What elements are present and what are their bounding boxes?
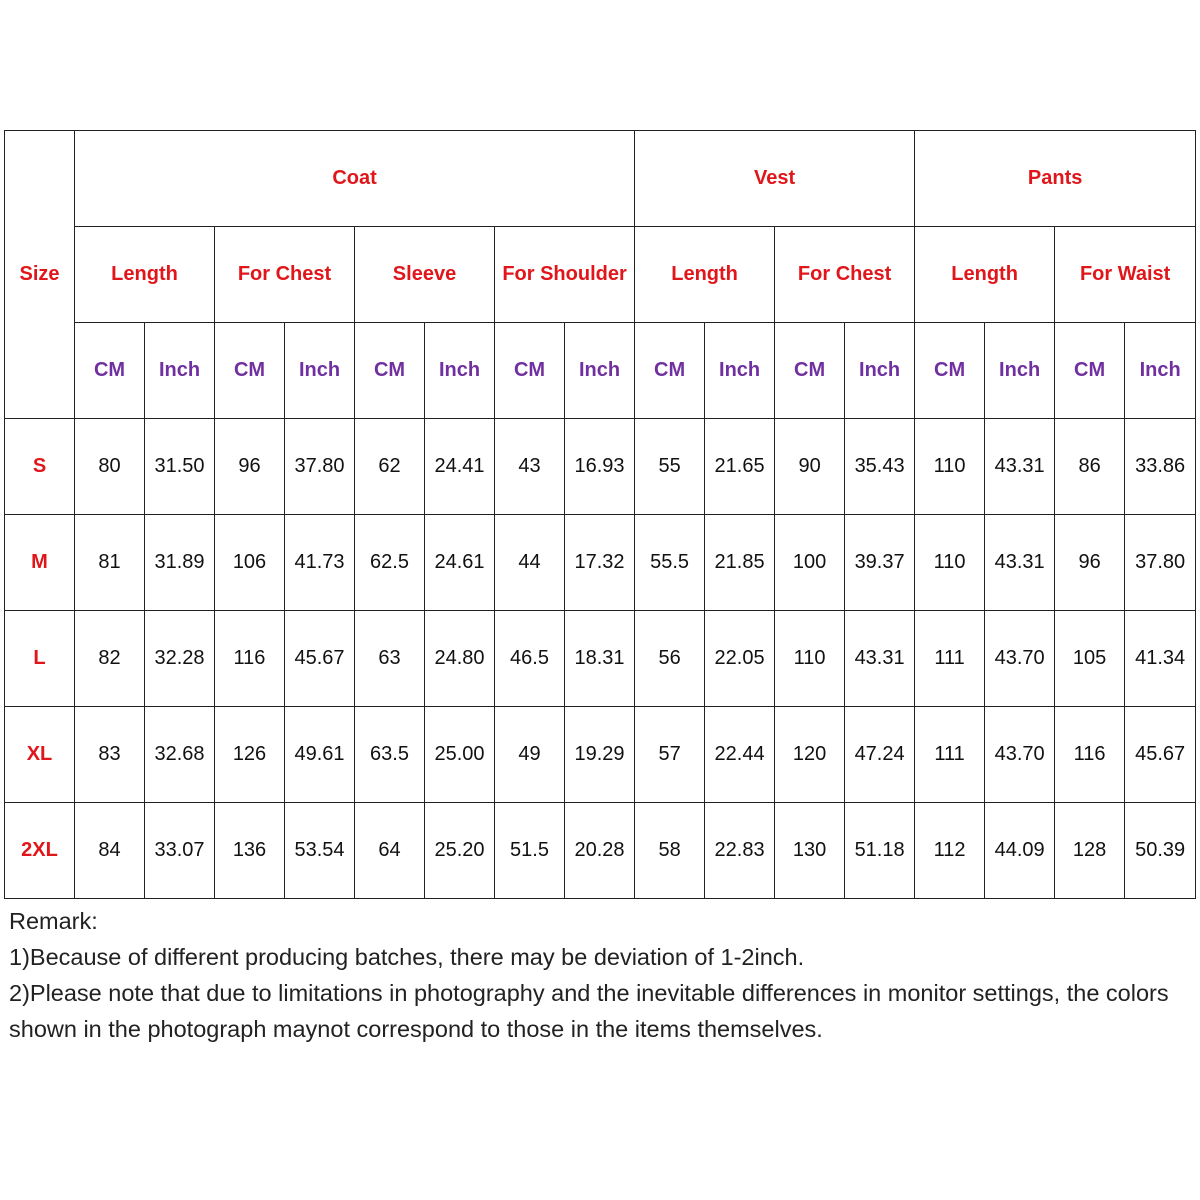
value-cell-inch: 43.70 xyxy=(985,707,1055,803)
value-cell-inch: 24.41 xyxy=(425,419,495,515)
table-row xyxy=(5,611,1196,707)
value-cell-inch: 43.31 xyxy=(845,611,915,707)
group-header-row xyxy=(5,131,1196,227)
value-cell-cm: 110 xyxy=(775,611,845,707)
table-row xyxy=(5,419,1196,515)
value-cell-inch: 51.18 xyxy=(845,803,915,899)
value-cell-inch: 20.28 xyxy=(565,803,635,899)
value-cell-inch: 39.37 xyxy=(845,515,915,611)
value-cell-inch: 45.67 xyxy=(1125,707,1196,803)
value-cell-cm: 81 xyxy=(75,515,145,611)
value-cell-inch: 17.32 xyxy=(565,515,635,611)
value-cell-inch: 43.31 xyxy=(985,515,1055,611)
table-row xyxy=(5,707,1196,803)
size-cell: 2XL xyxy=(5,803,75,899)
value-cell-inch: 25.00 xyxy=(425,707,495,803)
unit-header-cm: CM xyxy=(775,323,845,419)
measure-header: For Waist xyxy=(1055,227,1196,323)
value-cell-cm: 106 xyxy=(215,515,285,611)
value-cell-inch: 22.44 xyxy=(705,707,775,803)
measure-header: Length xyxy=(75,227,215,323)
size-cell: L xyxy=(5,611,75,707)
unit-header-inch: Inch xyxy=(985,323,1055,419)
value-cell-inch: 31.89 xyxy=(145,515,215,611)
value-cell-cm: 110 xyxy=(915,515,985,611)
size-cell: XL xyxy=(5,707,75,803)
value-cell-cm: 100 xyxy=(775,515,845,611)
value-cell-inch: 41.34 xyxy=(1125,611,1196,707)
measure-header: Sleeve xyxy=(355,227,495,323)
value-cell-inch: 53.54 xyxy=(285,803,355,899)
value-cell-cm: 128 xyxy=(1055,803,1125,899)
value-cell-inch: 45.67 xyxy=(285,611,355,707)
value-cell-inch: 41.73 xyxy=(285,515,355,611)
value-cell-inch: 24.80 xyxy=(425,611,495,707)
value-cell-inch: 21.85 xyxy=(705,515,775,611)
value-cell-inch: 24.61 xyxy=(425,515,495,611)
value-cell-cm: 80 xyxy=(75,419,145,515)
measure-header-row xyxy=(5,227,1196,323)
size-chart-body xyxy=(5,131,1196,899)
value-cell-cm: 126 xyxy=(215,707,285,803)
value-cell-cm: 116 xyxy=(1055,707,1125,803)
table-row xyxy=(5,515,1196,611)
unit-header-cm: CM xyxy=(635,323,705,419)
value-cell-inch: 37.80 xyxy=(1125,515,1196,611)
unit-header-cm: CM xyxy=(215,323,285,419)
unit-header-cm: CM xyxy=(1055,323,1125,419)
table-row xyxy=(5,803,1196,899)
value-cell-cm: 51.5 xyxy=(495,803,565,899)
value-cell-cm: 83 xyxy=(75,707,145,803)
value-cell-inch: 35.43 xyxy=(845,419,915,515)
value-cell-inch: 32.68 xyxy=(145,707,215,803)
value-cell-inch: 43.31 xyxy=(985,419,1055,515)
value-cell-cm: 96 xyxy=(1055,515,1125,611)
size-chart-table xyxy=(4,130,1196,899)
unit-header-inch: Inch xyxy=(845,323,915,419)
value-cell-inch: 33.86 xyxy=(1125,419,1196,515)
unit-header-cm: CM xyxy=(355,323,425,419)
unit-header-row xyxy=(5,323,1196,419)
value-cell-cm: 111 xyxy=(915,707,985,803)
value-cell-cm: 111 xyxy=(915,611,985,707)
value-cell-inch: 22.83 xyxy=(705,803,775,899)
value-cell-cm: 112 xyxy=(915,803,985,899)
value-cell-cm: 120 xyxy=(775,707,845,803)
value-cell-inch: 37.80 xyxy=(285,419,355,515)
remark-line-2: 2)Please note that due to limitations in photography and the inevitable differences in monitor settings, the colors shown in the photograph maynot correspond to those in the items themselves. xyxy=(9,980,1169,1042)
remarks-title: Remark: xyxy=(9,908,98,934)
value-cell-inch: 18.31 xyxy=(565,611,635,707)
value-cell-cm: 82 xyxy=(75,611,145,707)
unit-header-cm: CM xyxy=(495,323,565,419)
value-cell-cm: 46.5 xyxy=(495,611,565,707)
remarks-section xyxy=(9,903,1194,1047)
value-cell-inch: 22.05 xyxy=(705,611,775,707)
value-cell-cm: 116 xyxy=(215,611,285,707)
value-cell-cm: 86 xyxy=(1055,419,1125,515)
unit-header-inch: Inch xyxy=(425,323,495,419)
measure-header: Length xyxy=(635,227,775,323)
value-cell-cm: 43 xyxy=(495,419,565,515)
value-cell-inch: 31.50 xyxy=(145,419,215,515)
measure-header: For Chest xyxy=(215,227,355,323)
value-cell-inch: 21.65 xyxy=(705,419,775,515)
value-cell-inch: 32.28 xyxy=(145,611,215,707)
size-cell: S xyxy=(5,419,75,515)
value-cell-cm: 55 xyxy=(635,419,705,515)
value-cell-cm: 63 xyxy=(355,611,425,707)
value-cell-inch: 25.20 xyxy=(425,803,495,899)
unit-header-inch: Inch xyxy=(285,323,355,419)
value-cell-inch: 44.09 xyxy=(985,803,1055,899)
value-cell-cm: 96 xyxy=(215,419,285,515)
value-cell-cm: 136 xyxy=(215,803,285,899)
value-cell-cm: 84 xyxy=(75,803,145,899)
value-cell-cm: 62.5 xyxy=(355,515,425,611)
value-cell-cm: 49 xyxy=(495,707,565,803)
value-cell-cm: 58 xyxy=(635,803,705,899)
value-cell-inch: 33.07 xyxy=(145,803,215,899)
value-cell-inch: 43.70 xyxy=(985,611,1055,707)
value-cell-cm: 63.5 xyxy=(355,707,425,803)
value-cell-cm: 64 xyxy=(355,803,425,899)
measure-header: Length xyxy=(915,227,1055,323)
measure-header: For Chest xyxy=(775,227,915,323)
unit-header-inch: Inch xyxy=(705,323,775,419)
value-cell-inch: 19.29 xyxy=(565,707,635,803)
remark-line-1: 1)Because of different producing batches, there may be deviation of 1-2inch. xyxy=(9,944,805,970)
unit-header-inch: Inch xyxy=(1125,323,1196,419)
size-header: Size xyxy=(5,131,75,419)
value-cell-cm: 55.5 xyxy=(635,515,705,611)
value-cell-cm: 110 xyxy=(915,419,985,515)
value-cell-cm: 105 xyxy=(1055,611,1125,707)
group-header-coat: Coat xyxy=(75,131,635,227)
value-cell-inch: 50.39 xyxy=(1125,803,1196,899)
value-cell-cm: 57 xyxy=(635,707,705,803)
value-cell-inch: 49.61 xyxy=(285,707,355,803)
unit-header-inch: Inch xyxy=(565,323,635,419)
measure-header: For Shoulder xyxy=(495,227,635,323)
value-cell-cm: 130 xyxy=(775,803,845,899)
group-header-vest: Vest xyxy=(635,131,915,227)
size-cell: M xyxy=(5,515,75,611)
group-header-pants: Pants xyxy=(915,131,1196,227)
value-cell-cm: 90 xyxy=(775,419,845,515)
value-cell-cm: 62 xyxy=(355,419,425,515)
unit-header-cm: CM xyxy=(915,323,985,419)
unit-header-inch: Inch xyxy=(145,323,215,419)
value-cell-inch: 16.93 xyxy=(565,419,635,515)
value-cell-inch: 47.24 xyxy=(845,707,915,803)
value-cell-cm: 44 xyxy=(495,515,565,611)
unit-header-cm: CM xyxy=(75,323,145,419)
value-cell-cm: 56 xyxy=(635,611,705,707)
